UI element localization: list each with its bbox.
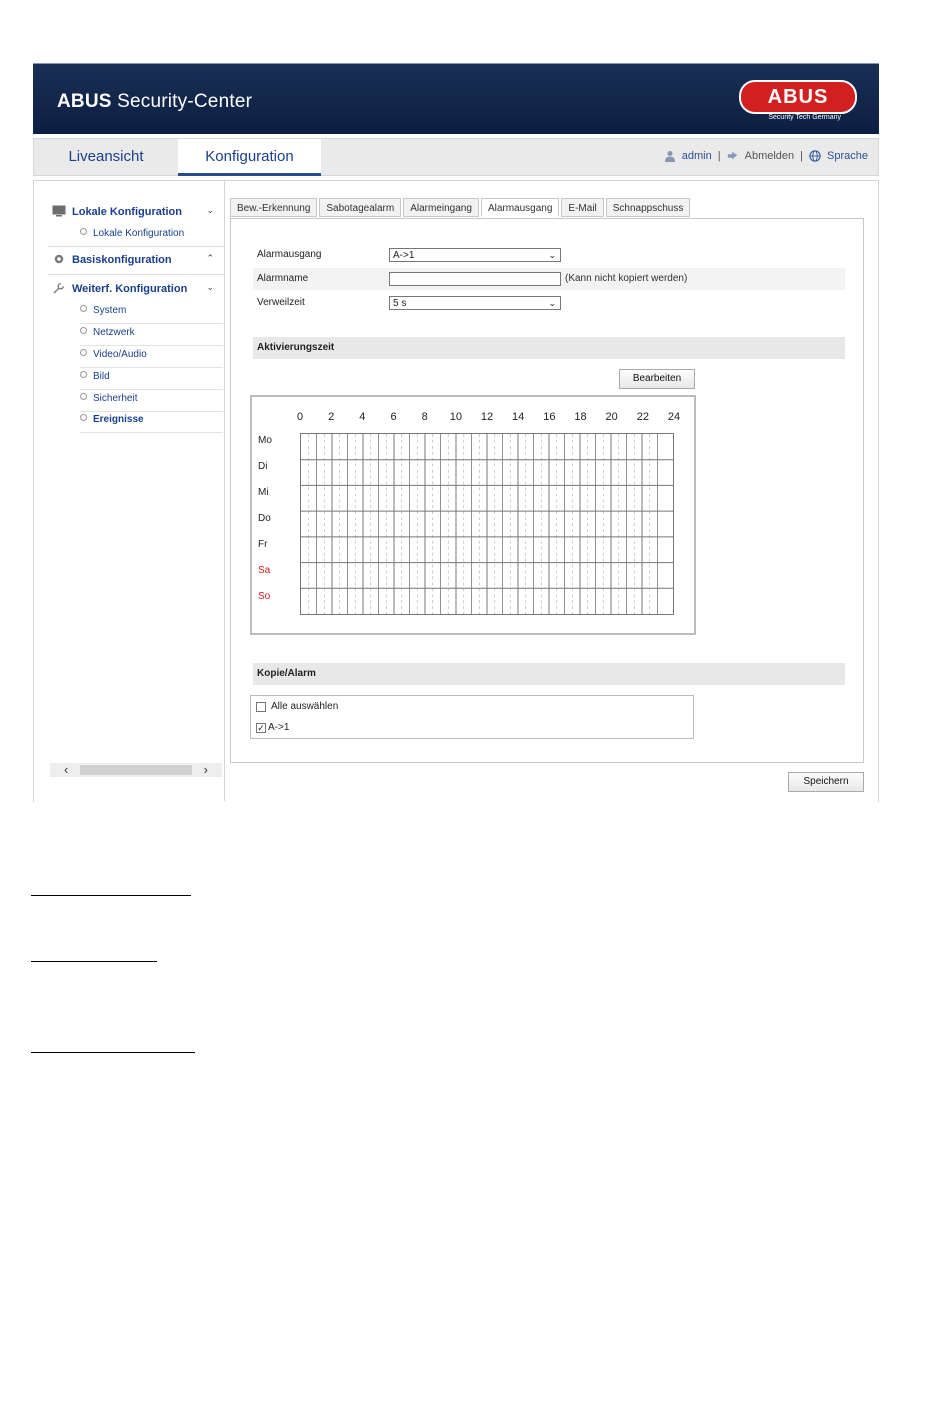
main-nav — [33, 138, 879, 176]
day-label: Mo — [258, 435, 272, 446]
text-underline — [31, 895, 191, 896]
aktivierungszeit-header: Aktivierungszeit — [253, 337, 845, 359]
sidebar-section-weiterf-konfiguration[interactable]: Weiterf. Konfiguration — [52, 282, 187, 295]
tab-konfiguration[interactable]: Konfiguration — [178, 139, 321, 176]
bullet-icon — [80, 414, 87, 421]
sidebar-divider — [48, 274, 224, 275]
kopie-alarm-box — [250, 695, 694, 739]
sidebar-section-basiskonfiguration[interactable]: Basiskonfiguration — [52, 253, 172, 266]
bullet-icon — [80, 393, 87, 400]
hour-label: 14 — [512, 411, 525, 423]
nav-user-area — [664, 150, 868, 162]
chevron-down-icon[interactable]: ⌄ — [206, 205, 214, 215]
text-underline — [31, 961, 157, 962]
monitor-icon — [52, 205, 66, 217]
sidebar-item-bild[interactable]: Bild — [80, 367, 223, 390]
tab-alarmeingang[interactable]: Alarmeingang — [403, 198, 479, 217]
verweilzeit-label: Verweilzeit — [257, 297, 305, 308]
language-link[interactable]: Sprache — [827, 150, 868, 162]
select-all-checkbox[interactable] — [256, 702, 266, 712]
sidebar-item-ereignisse[interactable]: Ereignisse — [80, 410, 223, 433]
hour-label: 24 — [667, 411, 681, 423]
sidebar-divider — [48, 246, 224, 247]
bullet-icon — [80, 305, 87, 312]
day-label: Sa — [258, 565, 271, 576]
alarmausgang-select[interactable]: A->1 ⌄ — [389, 248, 561, 262]
tab-liveansicht[interactable]: Liveansicht — [68, 148, 144, 165]
sidebar — [34, 181, 225, 801]
hour-label: 0 — [296, 411, 304, 423]
scroll-thumb[interactable] — [80, 765, 192, 775]
nav-separator: | — [717, 150, 721, 162]
hour-label: 20 — [605, 411, 618, 423]
sidebar-item-netzwerk[interactable]: Netzwerk — [80, 323, 223, 346]
alarmname-label: Alarmname — [257, 273, 309, 284]
hour-label: 12 — [480, 411, 494, 423]
content-panel — [230, 218, 864, 763]
sidebar-scrollbar[interactable] — [50, 763, 222, 777]
app-header — [33, 64, 879, 134]
tab-e-mail[interactable]: E-Mail — [561, 198, 603, 217]
sidebar-item-system[interactable]: System — [80, 301, 223, 324]
day-label: Di — [258, 461, 268, 472]
globe-icon — [809, 150, 821, 162]
a1-checkbox[interactable]: ✓ — [257, 723, 265, 733]
speichern-button[interactable]: Speichern — [788, 772, 864, 792]
bullet-icon — [80, 228, 87, 235]
text-underline — [31, 1052, 195, 1053]
main-panel — [33, 180, 879, 802]
app-title: ABUS Security-Center — [57, 91, 253, 112]
schedule-grid[interactable] — [300, 433, 674, 615]
logo-tagline: Security Tech Germany — [768, 114, 841, 121]
hour-label: 18 — [574, 411, 587, 423]
user-link[interactable]: admin — [681, 150, 712, 162]
bearbeiten-button[interactable]: Bearbeiten — [619, 369, 695, 389]
alarmausgang-label: Alarmausgang — [257, 249, 322, 260]
day-label: Fr — [258, 539, 268, 550]
hour-label: 6 — [390, 411, 397, 423]
alarmname-hint: (Kann nicht kopiert werden) — [565, 273, 688, 284]
tab-sabotagealarm[interactable]: Sabotagealarm — [319, 198, 401, 217]
abus-logo: ABUS — [739, 80, 857, 114]
bullet-icon — [80, 349, 87, 356]
tab-bew-erkennung[interactable]: Bew.-Erkennung — [230, 198, 317, 217]
scroll-left-icon[interactable]: ‹ — [64, 762, 69, 777]
event-tabs — [230, 198, 690, 217]
day-label: Mi — [258, 487, 269, 498]
bullet-icon — [80, 371, 87, 378]
wrench-icon — [52, 282, 66, 294]
hour-label: 16 — [543, 411, 556, 423]
chevron-up-icon[interactable]: ⌃ — [206, 253, 214, 263]
hour-label: 22 — [636, 411, 649, 423]
tab-schnappschuss[interactable]: Schnappschuss — [606, 198, 691, 217]
logout-link[interactable]: Abmelden — [744, 150, 795, 162]
user-icon — [664, 150, 676, 162]
tab-alarmausgang[interactable]: Alarmausgang — [481, 198, 559, 217]
alarmname-input[interactable] — [389, 272, 561, 286]
hour-label: 2 — [328, 411, 335, 423]
sidebar-section-lokale-konfiguration[interactable]: Lokale Konfiguration — [52, 205, 182, 218]
a1-label: A->1 — [268, 722, 290, 733]
hour-label: 10 — [449, 411, 462, 423]
kopie-alarm-header: Kopie/Alarm — [253, 663, 845, 685]
chevron-down-icon: ⌄ — [548, 298, 556, 308]
nav-separator: | — [800, 150, 804, 162]
gear-icon — [52, 253, 66, 265]
hour-label: 4 — [359, 411, 366, 423]
bullet-icon — [80, 327, 87, 334]
sidebar-item-video-audio[interactable]: Video/Audio — [80, 345, 223, 368]
sidebar-item-lokale-konfiguration[interactable]: Lokale Konfiguration — [80, 224, 223, 247]
logout-icon — [727, 150, 739, 162]
scroll-right-icon[interactable]: › — [203, 762, 208, 777]
select-all-label: Alle auswählen — [271, 701, 339, 712]
sidebar-item-sicherheit[interactable]: Sicherheit — [80, 389, 223, 412]
schedule-grid-panel — [250, 395, 696, 635]
day-label: Do — [258, 513, 271, 524]
chevron-down-icon: ⌄ — [548, 250, 556, 260]
hour-label: 8 — [421, 411, 428, 423]
chevron-down-icon[interactable]: ⌄ — [206, 282, 214, 292]
day-label: So — [258, 591, 271, 602]
verweilzeit-select[interactable]: 5 s ⌄ — [389, 296, 561, 310]
